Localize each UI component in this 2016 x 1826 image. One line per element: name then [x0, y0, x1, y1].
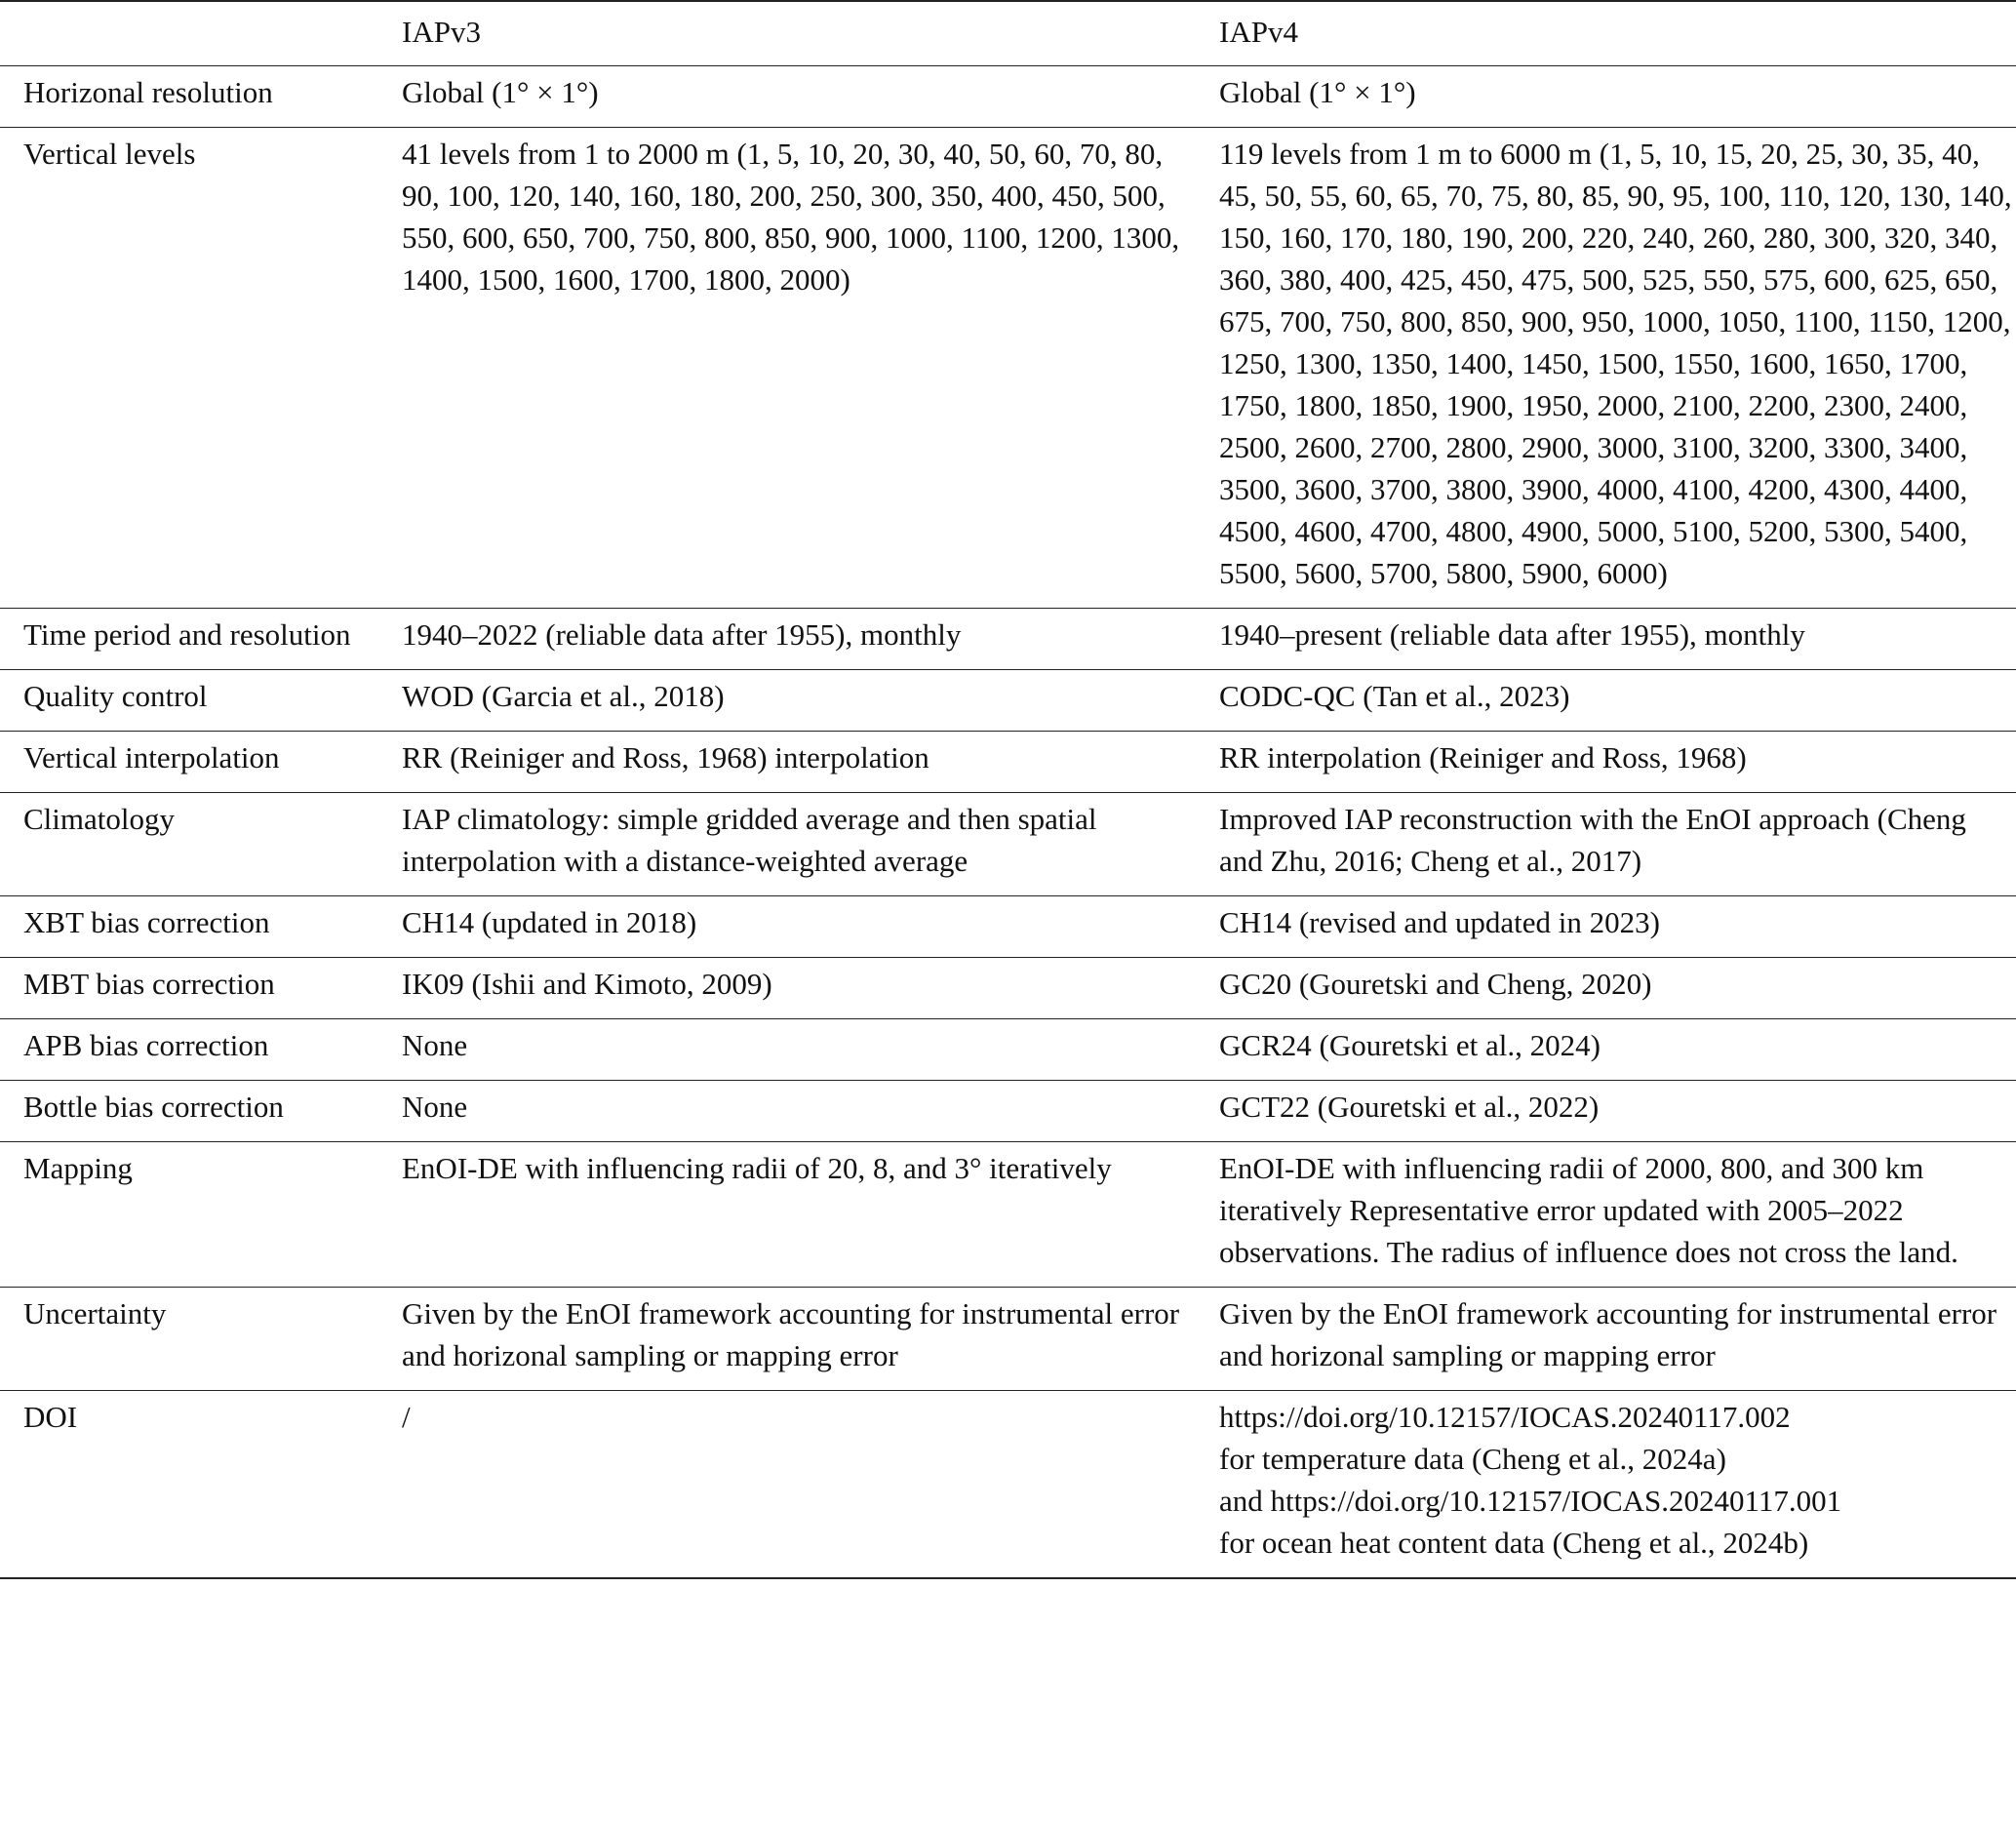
header-empty	[0, 1, 378, 66]
row-label: APB bias correction	[0, 1019, 378, 1081]
row-quality-control	[0, 670, 2016, 732]
row-label: Bottle bias correction	[0, 1081, 378, 1142]
row-label: Time period and resolution	[0, 609, 378, 670]
row-mapping	[0, 1142, 2016, 1288]
iapv3-cell: RR (Reiniger and Ross, 1968) interpolation	[378, 732, 1196, 793]
iapv4-cell: Improved IAP reconstruction with the EnOI approach (Cheng and Zhu, 2016; Cheng et al., 2017)	[1196, 793, 2016, 896]
iapv3-cell: None	[378, 1081, 1196, 1142]
iapv3-cell: WOD (Garcia et al., 2018)	[378, 670, 1196, 732]
iapv4-cell: CH14 (revised and updated in 2023)	[1196, 896, 2016, 958]
row-label: Mapping	[0, 1142, 378, 1288]
row-label: Climatology	[0, 793, 378, 896]
iapv4-cell: GCR24 (Gouretski et al., 2024)	[1196, 1019, 2016, 1081]
iapv4-cell: Given by the EnOI framework accounting for instrumental error and horizonal sampling or mapping error	[1196, 1288, 2016, 1391]
row-time-period	[0, 609, 2016, 670]
iapv3-cell: IK09 (Ishii and Kimoto, 2009)	[378, 958, 1196, 1019]
iapv3-cell: Global (1° × 1°)	[378, 66, 1196, 128]
iapv3-cell: None	[378, 1019, 1196, 1081]
row-mbt-bias-correction	[0, 958, 2016, 1019]
iapv3-cell: CH14 (updated in 2018)	[378, 896, 1196, 958]
row-label: Vertical interpolation	[0, 732, 378, 793]
iapv3-cell: EnOI-DE with influencing radii of 20, 8, and 3° iteratively	[378, 1142, 1196, 1288]
doi-note-temperature: for temperature data (Cheng et al., 2024a)	[1219, 1442, 1726, 1476]
iapv3-cell: 41 levels from 1 to 2000 m (1, 5, 10, 20, 30, 40, 50, 60, 70, 80, 90, 100, 120, 140, 160, 180, 200, 250, 300, 350, 400, 450, 500, 550, 600, 650, 700, 750, 800, 850, 900, 1000, 1100, 1200, 1300, 1400, 1500, 1600, 1700, 1800, 2000)	[378, 128, 1196, 609]
row-vertical-levels	[0, 128, 2016, 609]
iapv4-cell: GCT22 (Gouretski et al., 2022)	[1196, 1081, 2016, 1142]
iapv4-cell	[1196, 1391, 2016, 1579]
iapv3-cell: 1940–2022 (reliable data after 1955), monthly	[378, 609, 1196, 670]
row-climatology	[0, 793, 2016, 896]
row-label: MBT bias correction	[0, 958, 378, 1019]
iapv3-cell: Given by the EnOI framework accounting for instrumental error and horizonal sampling or mapping error	[378, 1288, 1196, 1391]
iapv4-cell: 1940–present (reliable data after 1955), monthly	[1196, 609, 2016, 670]
doi-link-ocean-heat[interactable]: and https://doi.org/10.12157/IOCAS.20240117.001	[1219, 1484, 1842, 1518]
iapv4-cell: CODC-QC (Tan et al., 2023)	[1196, 670, 2016, 732]
row-label: DOI	[0, 1391, 378, 1579]
iapv4-cell: EnOI-DE with influencing radii of 2000, 800, and 300 km iteratively Representative error updated with 2005–2022 observations. The radius of influence does not cross the land.	[1196, 1142, 2016, 1288]
header-row	[0, 1, 2016, 66]
row-label: XBT bias correction	[0, 896, 378, 958]
iapv4-cell: 119 levels from 1 m to 6000 m (1, 5, 10, 15, 20, 25, 30, 35, 40, 45, 50, 55, 60, 65, 70, 75, 80, 85, 90, 95, 100, 110, 120, 130, 140, 150, 160, 170, 180, 190, 200, 220, 240, 260, 280, 300, 320, 340, 360, 380, 400, 425, 450, 475, 500, 525, 550, 575, 600, 625, 650, 675, 700, 750, 800, 850, 900, 950, 1000, 1050, 1100, 1150, 1200, 1250, 1300, 1350, 1400, 1450, 1500, 1550, 1600, 1650, 1700, 1750, 1800, 1850, 1900, 1950, 2000, 2100, 2200, 2300, 2400, 2500, 2600, 2700, 2800, 2900, 3000, 3100, 3200, 3300, 3400, 3500, 3600, 3700, 3800, 3900, 4000, 4100, 4200, 4300, 4400, 4500, 4600, 4700, 4800, 4900, 5000, 5100, 5200, 5300, 5400, 5500, 5600, 5700, 5800, 5900, 6000)	[1196, 128, 2016, 609]
iapv4-cell: GC20 (Gouretski and Cheng, 2020)	[1196, 958, 2016, 1019]
row-bottle-bias-correction	[0, 1081, 2016, 1142]
iapv4-cell: Global (1° × 1°)	[1196, 66, 2016, 128]
row-horizontal-resolution	[0, 66, 2016, 128]
row-label: Vertical levels	[0, 128, 378, 609]
row-xbt-bias-correction	[0, 896, 2016, 958]
row-doi	[0, 1391, 2016, 1579]
iapv3-cell: /	[378, 1391, 1196, 1579]
doi-link-temperature[interactable]: https://doi.org/10.12157/IOCAS.20240117.002	[1219, 1400, 1791, 1434]
row-apb-bias-correction	[0, 1019, 2016, 1081]
row-label: Quality control	[0, 670, 378, 732]
header-iapv4: IAPv4	[1196, 1, 2016, 66]
row-label: Horizonal resolution	[0, 66, 378, 128]
header-iapv3: IAPv3	[378, 1, 1196, 66]
row-vertical-interpolation	[0, 732, 2016, 793]
doi-note-ocean-heat: for ocean heat content data (Cheng et al., 2024b)	[1219, 1526, 1809, 1560]
iapv3-cell: IAP climatology: simple gridded average and then spatial interpolation with a distance-weighted average	[378, 793, 1196, 896]
row-uncertainty	[0, 1288, 2016, 1391]
row-label: Uncertainty	[0, 1288, 378, 1391]
iapv4-cell: RR interpolation (Reiniger and Ross, 1968)	[1196, 732, 2016, 793]
